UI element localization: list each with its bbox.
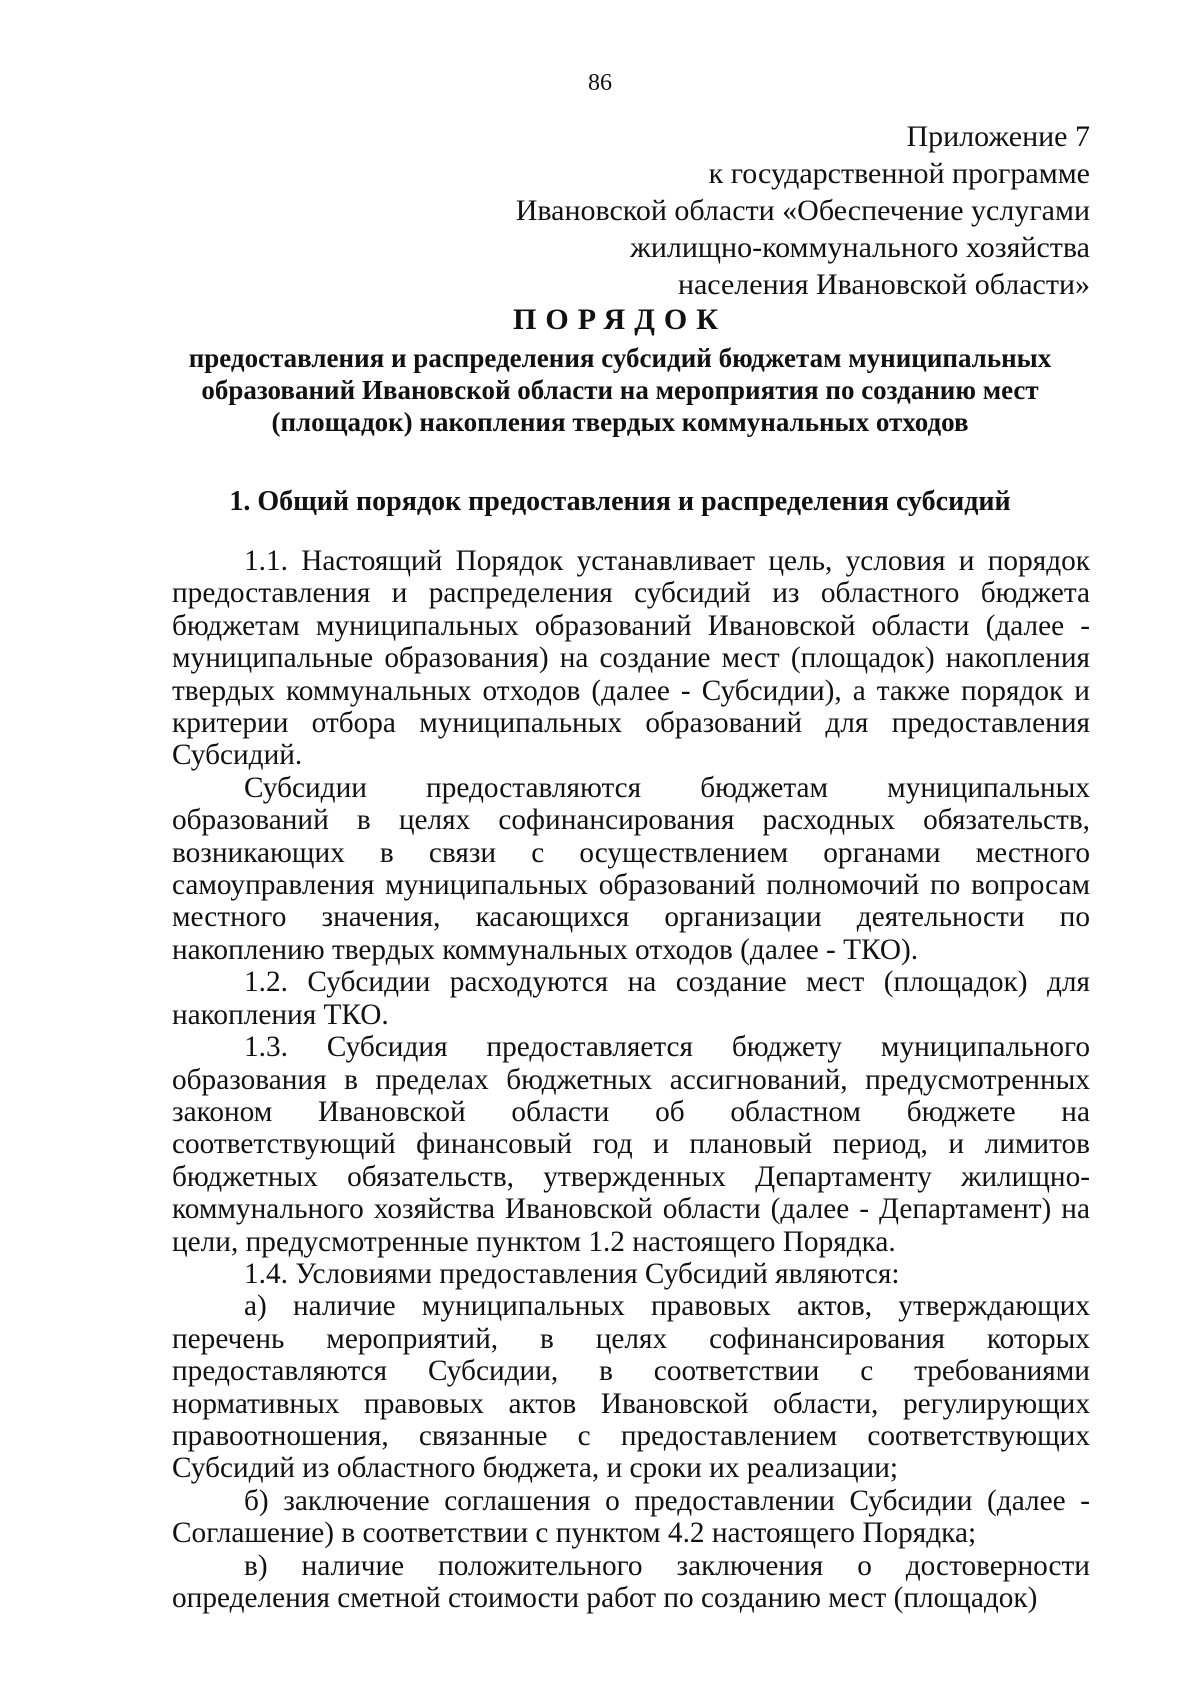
paragraph: 1.1. Настоящий Порядок устанавливает цель, условия и порядок предоставления и распределения субсидий из областного бюджета бюджетам муниципальных образований Ивановской области (далее - муниципальные образования) на создание мест (площадок) накопления твердых коммунальных отходов (далее - Субсидии), а также порядок и критерии отбора муниципальных образований для предоставления Субсидий.	[172, 545, 1090, 772]
section-heading: 1. Общий порядок предоставления и распределения субсидий	[229, 486, 1011, 517]
page-number: 86	[588, 70, 612, 96]
title-main: ПОРЯДОК	[513, 303, 727, 336]
paragraph: 1.2. Субсидии расходуются на создание мест (площадок) для накопления ТКО.	[172, 966, 1090, 1031]
title-line: предоставления и распределения субсидий бюджетам муниципальных	[188, 343, 1052, 373]
paragraph: 1.4. Условиями предоставления Субсидий являются:	[244, 1257, 900, 1290]
appendix-line: Приложение 7	[906, 120, 1090, 153]
appendix-line: к государственной программе	[708, 157, 1090, 190]
paragraph: Субсидии предоставляются бюджетам муниципальных образований в целях софинансирования расходных обязательств, возникающих в связи с осуществлением органами местного самоуправления муниципальных образований полномочий по вопросам местного значения, касающихся организации деятельности по накоплению твердых коммунальных отходов (далее - ТКО).	[172, 771, 1090, 966]
appendix-line: населения Ивановской области»	[677, 268, 1090, 301]
paragraph: а) наличие муниципальных правовых актов, утверждающих перечень мероприятий, в целях софинансирования которых предоставляются Субсидии, в соответствии с требованиями нормативных правовых актов Ивановской области, регулирующих правоотношения, связанные с предоставлением соответствующих Субсидий из областного бюджета, и сроки их реализации;	[172, 1290, 1090, 1485]
paragraph: б) заключение соглашения о предоставлении Субсидии (далее - Соглашение) в соответствии с пунктом 4.2 настоящего Порядка;	[172, 1484, 1090, 1550]
title-line: образований Ивановской области на мероприятия по созданию мест	[201, 375, 1039, 405]
paragraph: 1.3. Субсидия предоставляется бюджету муниципального образования в пределах бюджетных ассигнований, предусмотренных законом Ивановской области об областном бюджете на соответствующий финансовый год и плановый период, и лимитов бюджетных обязательств, утвержденных Департаменту жилищно-коммунального хозяйства Ивановской области (далее - Департамент) на цели, предусмотренные пунктом 1.2 настоящего Порядка.	[172, 1031, 1090, 1258]
appendix-line: Ивановской области «Обеспечение услугами	[515, 194, 1090, 227]
document-title	[150, 302, 1090, 438]
title-line: (площадок) накопления твердых коммунальных отходов	[271, 407, 969, 437]
document-body	[172, 545, 1090, 1614]
appendix-line: жилищно-коммунального хозяйства	[630, 231, 1090, 264]
paragraph: в) наличие положительного заключения о достоверности определения сметной стоимости работ по созданию мест (площадок)	[172, 1549, 1090, 1614]
appendix-reference	[390, 118, 1090, 303]
